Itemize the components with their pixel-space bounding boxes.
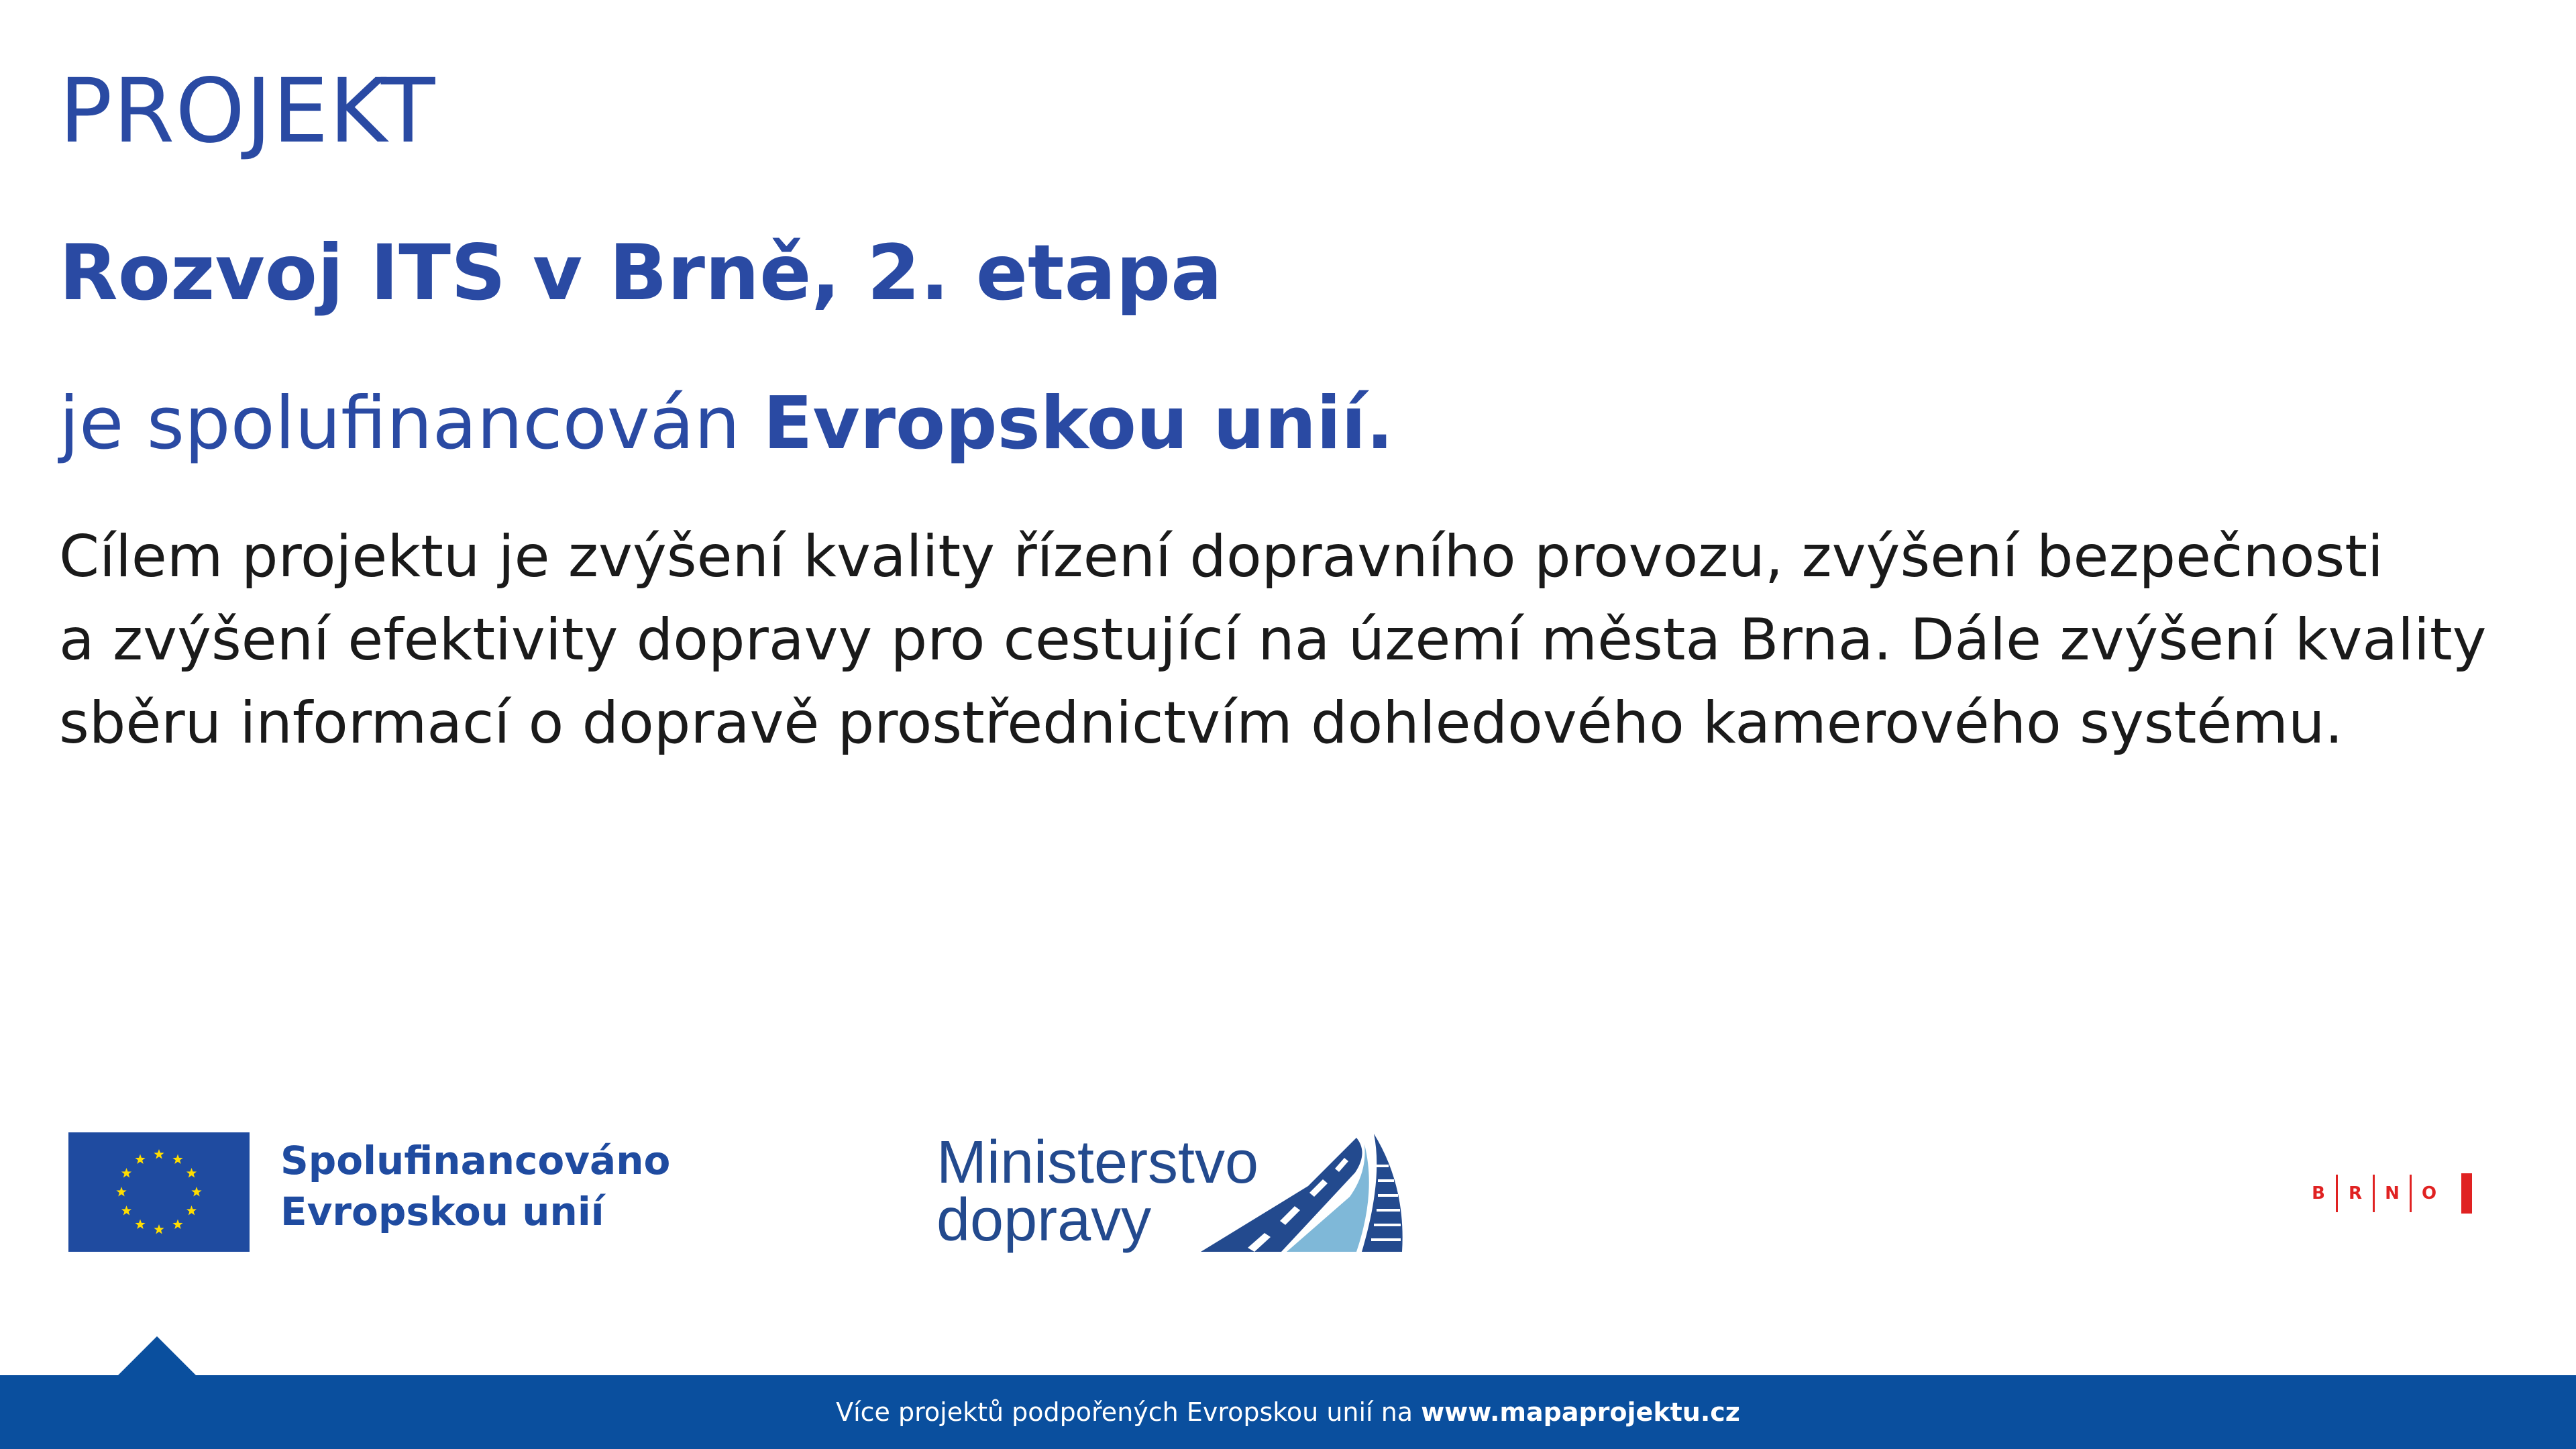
description-line: sběru informací o dopravě prostřednictvím dohledového kamerového systému. [59, 690, 2343, 757]
cofinancing-line [59, 382, 1394, 466]
cofinancing-text: je spolufinancován [59, 382, 763, 466]
brno-bar [2461, 1173, 2472, 1214]
kicker: PROJEKT [59, 60, 436, 163]
eu-label-line1: Spolufinancováno [280, 1138, 671, 1183]
cofinancing-eu: Evropskou unií. [763, 382, 1394, 466]
description-line: Cílem projektu je zvýšení kvality řízení dopravního provozu, zvýšení bezpečnosti [59, 523, 2383, 590]
ministry-line1: Ministerstvo [936, 1129, 1259, 1196]
ministry-line2: dopravy [936, 1187, 1152, 1254]
footer-notch [117, 1336, 197, 1377]
footer-link[interactable]: www.mapaprojektu.cz [1421, 1397, 1740, 1427]
eu-cofinancing-label [280, 1135, 670, 1237]
footer-text: Více projektů podpořených Evropskou unií na [836, 1397, 1413, 1427]
brno-letter: R [2348, 1183, 2363, 1203]
brno-letter: B [2312, 1183, 2325, 1203]
brno-logo [2301, 1173, 2472, 1214]
brno-letter: N [2385, 1183, 2400, 1203]
brno-letter: O [2421, 1183, 2437, 1203]
project-title: Rozvoj ITS v Brně, 2. etapa [59, 228, 1222, 317]
road-icon [1201, 1132, 1422, 1253]
eu-flag-icon [68, 1132, 250, 1252]
description-line: a zvýšení efektivity dopravy pro cestující na území města Brna. Dále zvýšení kvality [59, 606, 2487, 674]
project-description [59, 515, 2541, 765]
eu-label-line2: Evropskou unií [280, 1189, 604, 1234]
footer-bar [0, 1375, 2576, 1449]
